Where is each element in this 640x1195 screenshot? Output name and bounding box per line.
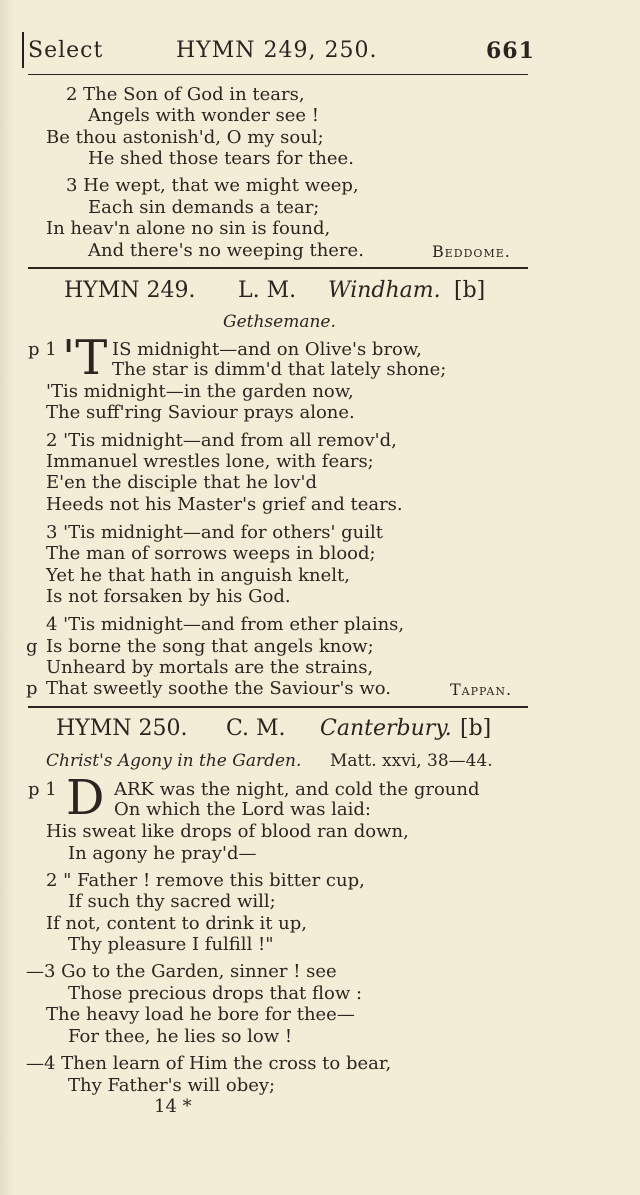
tune-name: Canterbury. — [320, 716, 452, 741]
hymn-meter: C. M. — [226, 716, 286, 741]
verse-line: For thee, he lies so low ! — [68, 1026, 293, 1047]
verse-line: IS midnight—and on Olive's brow, — [112, 339, 422, 360]
verse-line: 3 'Tis midnight—and for others' guilt — [46, 522, 383, 543]
hymn-number: HYMN 250. — [56, 716, 188, 741]
drop-cap: 'T — [62, 330, 108, 386]
verse-line: His sweat like drops of blood ran down, — [46, 821, 409, 842]
running-head-title: HYMN 249, 250. — [176, 38, 378, 63]
author-attribution: Beddome. — [432, 242, 511, 261]
verse-line: Is not forsaken by his God. — [46, 586, 291, 607]
verse-line: 3 He wept, that we might weep, — [66, 175, 359, 196]
verse-line: He shed those tears for thee. — [88, 148, 354, 169]
verse-line: If not, content to drink it up, — [46, 913, 307, 934]
signature-mark: 14 * — [154, 1096, 192, 1117]
tune-name: Windham. — [328, 278, 441, 303]
verse-line: Heeds not his Master's grief and tears. — [46, 494, 403, 515]
hymn-number: HYMN 249. — [64, 278, 196, 303]
verse-line: That sweetly soothe the Saviour's wo. — [46, 678, 392, 699]
scripture-reference: Matt. xxvi, 38—44. — [330, 751, 493, 771]
verse-line: Yet he that hath in anguish knelt, — [46, 565, 350, 586]
page-number: 661 — [486, 38, 535, 64]
verse-line: 2 " Father ! remove this bitter cup, — [46, 870, 365, 891]
verse-line: The star is dimm'd that lately shone; — [112, 359, 447, 380]
verse-line: Is borne the song that angels know; — [46, 636, 374, 657]
verse-line: Unheard by mortals are the strains, — [46, 657, 374, 678]
dynamics-mark: p — [26, 678, 38, 699]
verse-line: ARK was the night, and cold the ground — [114, 779, 480, 800]
verse-line: E'en the disciple that he lov'd — [46, 472, 317, 493]
verse-line: 2 'Tis midnight—and from all remov'd, — [46, 430, 397, 451]
verse-line: Angels with wonder see ! — [88, 105, 320, 126]
dynamics-mark: [b] — [460, 716, 492, 741]
verse-line: The suff'ring Saviour prays alone. — [46, 402, 355, 423]
verse-line: —3 Go to the Garden, sinner ! see — [26, 961, 337, 982]
verse-line: If such thy sacred will; — [68, 891, 276, 912]
verse-line: 4 'Tis midnight—and from ether plains, — [46, 614, 405, 635]
spine-mark — [22, 32, 24, 68]
drop-cap: D — [66, 770, 105, 826]
header-rule — [28, 74, 528, 75]
dynamics-mark: p 1 — [28, 779, 57, 800]
verse-line: Be thou astonish'd, O my soul; — [46, 127, 324, 148]
section-rule — [28, 706, 528, 708]
dynamics-mark: [b] — [454, 278, 486, 303]
hymn-subtitle: Christ's Agony in the Garden. — [46, 751, 302, 771]
verse-line: The man of sorrows weeps in blood; — [46, 543, 376, 564]
verse-line: Thy pleasure I fulfill !" — [68, 934, 274, 955]
running-head-section: Select — [28, 38, 104, 63]
section-rule — [28, 267, 528, 269]
verse-line: 2 The Son of God in tears, — [66, 84, 305, 105]
verse-line: In agony he pray'd— — [68, 843, 257, 864]
verse-line: And there's no weeping there. — [88, 240, 364, 261]
author-attribution: Tappan. — [450, 680, 513, 699]
dynamics-mark: g — [26, 636, 38, 657]
verse-line: Immanuel wrestles lone, with fears; — [46, 451, 374, 472]
hymn-subtitle: Gethsemane. — [223, 312, 336, 332]
verse-line: Each sin demands a tear; — [88, 197, 320, 218]
verse-line: On which the Lord was laid: — [114, 799, 371, 820]
dynamics-mark: p 1 — [28, 339, 57, 360]
verse-line: The heavy load he bore for thee— — [46, 1004, 355, 1025]
verse-line: 'Tis midnight—in the garden now, — [46, 381, 354, 402]
verse-line: Thy Father's will obey; — [68, 1075, 276, 1096]
hymn-meter: L. M. — [238, 278, 297, 303]
verse-line: Those precious drops that flow : — [68, 983, 363, 1004]
page-spine-shadow — [0, 0, 14, 1195]
verse-line: —4 Then learn of Him the cross to bear, — [26, 1053, 392, 1074]
verse-line: In heav'n alone no sin is found, — [46, 218, 331, 239]
